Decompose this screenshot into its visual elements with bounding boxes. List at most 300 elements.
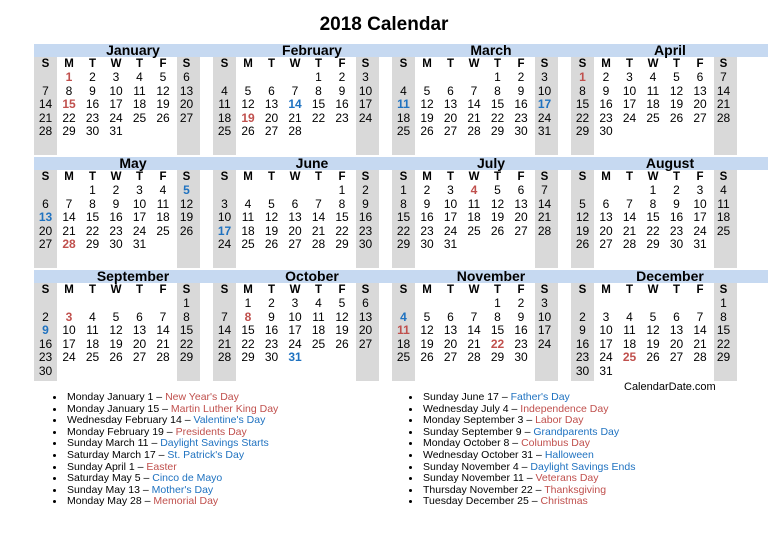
day-cell: 9 bbox=[517, 309, 525, 324]
day-cell: 22 bbox=[490, 336, 505, 351]
day-cell: 18 bbox=[241, 223, 255, 238]
bullet-icon bbox=[53, 396, 56, 399]
day-cell: 12 bbox=[335, 309, 349, 324]
day-cell: 17 bbox=[537, 97, 552, 112]
day-cell: 15 bbox=[646, 210, 660, 225]
day-cell: 6 bbox=[673, 309, 680, 324]
day-cell: 4 bbox=[315, 296, 322, 310]
bullet-icon bbox=[409, 489, 412, 492]
day-cell: 6 bbox=[291, 196, 299, 211]
day-cell: 29 bbox=[85, 237, 100, 252]
day-cell: 11 bbox=[241, 210, 255, 225]
holiday-name: Christmas bbox=[540, 495, 588, 508]
day-cell: 7 bbox=[696, 309, 704, 324]
day-cell: 4 bbox=[400, 83, 407, 98]
day-cell: 20 bbox=[693, 97, 707, 112]
weekday-header: S bbox=[540, 171, 549, 183]
holiday-name: Mother's Day bbox=[151, 483, 214, 496]
day-cell: 30 bbox=[575, 364, 590, 378]
day-cell: 10 bbox=[622, 83, 637, 98]
day-cell: 7 bbox=[291, 83, 299, 98]
day-cell: 19 bbox=[575, 223, 590, 238]
day-cell: 21 bbox=[622, 223, 637, 238]
day-cell: 30 bbox=[669, 237, 684, 252]
day-cell: 2 bbox=[673, 183, 680, 197]
day-cell: 10 bbox=[109, 83, 123, 98]
day-cell: 6 bbox=[602, 196, 610, 211]
day-cell: 7 bbox=[720, 70, 727, 84]
weekday-header: F bbox=[159, 284, 167, 296]
day-cell: 8 bbox=[338, 196, 346, 211]
day-cell: 22 bbox=[311, 110, 326, 125]
weekday-header: T bbox=[672, 284, 681, 296]
day-cell: 13 bbox=[132, 323, 147, 338]
dash-separator: – bbox=[528, 495, 541, 508]
day-cell: 6 bbox=[136, 309, 143, 324]
holiday-name: St. Patrick's Day bbox=[167, 448, 245, 461]
day-cell: 19 bbox=[646, 336, 660, 351]
weekday-header: T bbox=[135, 284, 144, 296]
day-cell: 3 bbox=[291, 296, 299, 310]
holiday-name: Columbus Day bbox=[521, 437, 590, 450]
day-cell: 23 bbox=[575, 350, 590, 365]
day-cell: 24 bbox=[693, 223, 707, 238]
weekday-header: S bbox=[540, 58, 549, 70]
weekday-header: M bbox=[422, 284, 432, 296]
day-cell: 5 bbox=[338, 296, 346, 310]
day-cell: 26 bbox=[264, 237, 279, 252]
day-cell: 4 bbox=[400, 309, 407, 324]
day-cell: 13 bbox=[669, 323, 684, 338]
day-cell: 5 bbox=[423, 309, 431, 324]
day-cell: 7 bbox=[470, 309, 478, 324]
day-cell: 11 bbox=[86, 323, 99, 338]
day-cell: 18 bbox=[217, 110, 232, 125]
weekday-header: S bbox=[578, 171, 587, 183]
day-cell: 30 bbox=[358, 237, 373, 252]
day-cell: 28 bbox=[467, 350, 481, 365]
holiday-name: Thanksgiving bbox=[544, 483, 607, 496]
day-cell: 16 bbox=[335, 97, 349, 112]
day-cell: 14 bbox=[537, 196, 552, 211]
dash-separator: – bbox=[523, 414, 536, 427]
weekday-header: S bbox=[220, 58, 229, 70]
day-cell: 10 bbox=[62, 323, 76, 338]
weekday-header: T bbox=[88, 284, 97, 296]
weekday-header: S bbox=[578, 58, 587, 70]
weekday-header: F bbox=[338, 284, 346, 296]
day-cell: 16 bbox=[85, 97, 100, 112]
day-cell: 31 bbox=[132, 237, 147, 252]
day-cell: 6 bbox=[447, 309, 454, 324]
month-name: April bbox=[654, 42, 686, 58]
day-cell: 30 bbox=[514, 350, 528, 365]
day-cell: 3 bbox=[112, 70, 120, 84]
day-cell: 21 bbox=[62, 223, 76, 238]
day-cell: 3 bbox=[602, 309, 610, 324]
weekday-header: M bbox=[243, 284, 253, 296]
day-cell: 18 bbox=[85, 336, 100, 351]
weekday-header: S bbox=[41, 171, 50, 183]
website-label: CalendarDate.com bbox=[624, 381, 716, 393]
day-cell: 5 bbox=[268, 196, 275, 211]
holiday-date: Saturday May 5 bbox=[67, 472, 141, 485]
day-cell: 19 bbox=[490, 210, 505, 225]
day-cell: 5 bbox=[244, 83, 252, 98]
day-cell: 13 bbox=[599, 210, 613, 225]
month-january bbox=[34, 44, 232, 156]
weekday-header: F bbox=[338, 58, 346, 70]
day-cell: 1 bbox=[315, 70, 322, 84]
holiday-name: Independence Day bbox=[520, 402, 609, 415]
weekday-header: W bbox=[289, 171, 301, 183]
holiday-date: Monday February 19 bbox=[67, 425, 164, 438]
day-cell: 15 bbox=[396, 210, 411, 225]
weekday-header: W bbox=[468, 284, 480, 296]
day-cell: 23 bbox=[85, 110, 100, 125]
month-name: September bbox=[96, 268, 170, 284]
day-cell: 25 bbox=[622, 350, 637, 365]
holiday-date: Monday May 28 bbox=[67, 495, 142, 508]
day-cell: 17 bbox=[62, 336, 76, 351]
day-cell: 27 bbox=[179, 110, 194, 125]
holiday-name: Labor Day bbox=[535, 414, 584, 427]
day-cell: 13 bbox=[264, 97, 279, 112]
day-cell: 9 bbox=[42, 323, 49, 338]
day-cell: 18 bbox=[467, 210, 481, 225]
weekday-header: T bbox=[625, 58, 634, 70]
day-cell: 20 bbox=[179, 97, 194, 112]
day-cell: 14 bbox=[217, 323, 232, 338]
day-cell: 18 bbox=[156, 210, 170, 225]
day-cell: 7 bbox=[541, 183, 548, 197]
day-cell: 16 bbox=[514, 97, 528, 112]
day-cell: 24 bbox=[132, 223, 147, 238]
weekday-header: W bbox=[647, 284, 659, 296]
weekday-header: S bbox=[182, 171, 191, 183]
day-cell: 10 bbox=[537, 309, 552, 324]
day-cell: 2 bbox=[602, 70, 610, 84]
day-cell: 13 bbox=[443, 323, 458, 338]
day-cell: 27 bbox=[38, 237, 53, 252]
day-cell: 24 bbox=[288, 336, 302, 351]
day-cell: 22 bbox=[85, 223, 100, 238]
day-cell: 26 bbox=[420, 350, 434, 365]
holiday-date: Sunday November 4 bbox=[423, 460, 519, 473]
bullet-icon bbox=[409, 454, 412, 457]
day-cell: 5 bbox=[649, 309, 657, 324]
day-cell: 21 bbox=[38, 110, 53, 125]
day-cell: 23 bbox=[599, 110, 613, 125]
dash-separator: – bbox=[163, 425, 176, 438]
day-cell: 11 bbox=[717, 196, 730, 211]
day-cell: 18 bbox=[622, 336, 637, 351]
day-cell: 23 bbox=[335, 110, 349, 125]
day-cell: 6 bbox=[517, 183, 525, 197]
weekday-header: T bbox=[493, 171, 502, 183]
dash-separator: – bbox=[159, 402, 171, 415]
day-cell: 11 bbox=[467, 196, 481, 211]
weekday-header: M bbox=[64, 171, 74, 183]
day-cell: 27 bbox=[443, 124, 458, 139]
day-cell: 24 bbox=[599, 350, 613, 365]
weekday-header: S bbox=[220, 284, 229, 296]
day-cell: 11 bbox=[397, 97, 410, 112]
day-cell: 21 bbox=[311, 223, 326, 238]
day-cell: 7 bbox=[626, 196, 633, 211]
day-cell: 15 bbox=[179, 323, 194, 338]
bullet-icon bbox=[53, 477, 56, 480]
weekday-header: W bbox=[289, 284, 301, 296]
day-cell: 10 bbox=[217, 210, 232, 225]
day-cell: 22 bbox=[179, 336, 194, 351]
day-cell: 8 bbox=[244, 309, 252, 324]
day-cell: 4 bbox=[221, 83, 228, 98]
day-cell: 17 bbox=[693, 210, 707, 225]
day-cell: 31 bbox=[693, 237, 707, 252]
day-cell: 26 bbox=[575, 237, 590, 252]
day-cell: 28 bbox=[217, 350, 232, 365]
weekday-header: T bbox=[446, 58, 455, 70]
month-name: December bbox=[636, 268, 704, 284]
dash-separator: – bbox=[139, 483, 152, 496]
day-cell: 4 bbox=[626, 309, 633, 324]
holiday-name: Memorial Day bbox=[153, 495, 219, 508]
holiday-name: Easter bbox=[146, 460, 177, 473]
day-cell: 21 bbox=[693, 336, 707, 351]
day-cell: 1 bbox=[244, 296, 252, 310]
weekday-header: T bbox=[267, 171, 276, 183]
holiday-name: Grandparents Day bbox=[533, 425, 620, 438]
day-cell: 15 bbox=[241, 323, 255, 338]
day-cell: 28 bbox=[38, 124, 53, 139]
day-cell: 10 bbox=[288, 309, 302, 324]
day-cell: 8 bbox=[720, 309, 727, 324]
day-cell: 25 bbox=[716, 223, 731, 238]
day-cell: 1 bbox=[579, 70, 586, 84]
month-july bbox=[392, 157, 590, 269]
weekday-header: S bbox=[182, 58, 191, 70]
holiday-name: Presidents Day bbox=[175, 425, 247, 438]
day-cell: 6 bbox=[362, 296, 369, 310]
weekday-header: F bbox=[696, 284, 704, 296]
weekday-header: S bbox=[361, 58, 370, 70]
holiday-name: Daylight Savings Starts bbox=[160, 437, 269, 450]
day-cell: 2 bbox=[517, 70, 525, 84]
bullet-icon bbox=[409, 396, 412, 399]
day-cell: 15 bbox=[85, 210, 100, 225]
day-cell: 3 bbox=[541, 70, 548, 84]
day-cell: 8 bbox=[315, 83, 322, 98]
day-cell: 2 bbox=[42, 309, 49, 324]
day-cell: 2 bbox=[579, 309, 586, 324]
bullet-icon bbox=[409, 431, 412, 434]
day-cell: 15 bbox=[575, 97, 590, 112]
day-cell: 28 bbox=[62, 237, 76, 252]
day-cell: 9 bbox=[362, 196, 369, 211]
dash-separator: – bbox=[155, 448, 168, 461]
day-cell: 4 bbox=[470, 183, 478, 197]
holiday-item bbox=[50, 496, 278, 508]
day-cell: 20 bbox=[264, 110, 279, 125]
day-cell: 18 bbox=[132, 97, 147, 112]
day-cell: 25 bbox=[85, 350, 100, 365]
day-cell: 31 bbox=[288, 350, 302, 365]
day-cell: 26 bbox=[241, 124, 255, 139]
day-cell: 30 bbox=[85, 124, 100, 139]
day-cell: 19 bbox=[669, 97, 684, 112]
holiday-date: Monday September 3 bbox=[423, 414, 524, 427]
day-cell: 31 bbox=[109, 124, 123, 139]
day-cell: 31 bbox=[537, 124, 552, 139]
month-december bbox=[571, 270, 768, 382]
weekday-header: M bbox=[422, 58, 432, 70]
day-cell: 22 bbox=[62, 110, 76, 125]
day-cell: 1 bbox=[183, 296, 190, 310]
day-cell: 31 bbox=[599, 364, 613, 378]
day-cell: 15 bbox=[62, 97, 76, 112]
bullet-icon bbox=[409, 442, 412, 445]
day-cell: 10 bbox=[599, 323, 613, 338]
weekday-header: F bbox=[517, 171, 525, 183]
holiday-date: Sunday June 17 bbox=[423, 391, 499, 403]
weekday-header: S bbox=[719, 58, 728, 70]
day-cell: 29 bbox=[490, 124, 505, 139]
day-cell: 28 bbox=[311, 237, 326, 252]
day-cell: 30 bbox=[264, 350, 279, 365]
day-cell: 1 bbox=[338, 183, 346, 197]
dash-separator: – bbox=[140, 472, 153, 485]
day-cell: 16 bbox=[38, 336, 53, 351]
month-february bbox=[213, 44, 411, 156]
day-cell: 21 bbox=[467, 110, 481, 125]
bullet-icon bbox=[53, 431, 56, 434]
day-cell: 4 bbox=[89, 309, 96, 324]
day-cell: 1 bbox=[400, 183, 407, 197]
day-cell: 5 bbox=[423, 83, 431, 98]
day-cell: 19 bbox=[420, 110, 434, 125]
day-cell: 16 bbox=[599, 97, 613, 112]
day-cell: 11 bbox=[397, 323, 410, 338]
dash-separator: – bbox=[141, 495, 154, 508]
day-cell: 29 bbox=[646, 237, 660, 252]
day-cell: 20 bbox=[443, 336, 458, 351]
day-cell: 25 bbox=[311, 336, 326, 351]
weekday-header: S bbox=[578, 284, 587, 296]
weekday-header: S bbox=[399, 58, 408, 70]
weekday-header: W bbox=[647, 58, 659, 70]
day-cell: 16 bbox=[420, 210, 434, 225]
weekday-header: T bbox=[88, 58, 97, 70]
day-cell: 11 bbox=[646, 83, 660, 98]
day-cell: 3 bbox=[447, 183, 454, 197]
day-cell: 4 bbox=[244, 196, 252, 211]
holiday-date: Saturday March 17 bbox=[67, 448, 156, 461]
dash-separator: – bbox=[181, 414, 194, 427]
day-cell: 27 bbox=[288, 237, 302, 252]
weekday-header: F bbox=[517, 58, 525, 70]
day-cell: 19 bbox=[156, 97, 170, 112]
day-cell: 28 bbox=[537, 223, 552, 238]
day-cell: 25 bbox=[646, 110, 660, 125]
day-cell: 9 bbox=[673, 196, 680, 211]
day-cell: 12 bbox=[109, 323, 123, 338]
day-cell: 14 bbox=[38, 97, 53, 112]
day-cell: 14 bbox=[156, 323, 170, 338]
day-cell: 22 bbox=[716, 336, 731, 351]
day-cell: 12 bbox=[264, 210, 279, 225]
weekday-header: T bbox=[135, 58, 144, 70]
holiday-date: Tuesday December 25 bbox=[423, 495, 529, 508]
day-cell: 17 bbox=[358, 97, 373, 112]
weekday-header: W bbox=[647, 171, 659, 183]
day-cell: 22 bbox=[396, 223, 411, 238]
day-cell: 13 bbox=[514, 196, 528, 211]
day-cell: 17 bbox=[443, 210, 458, 225]
weekday-header: W bbox=[110, 58, 122, 70]
day-cell: 19 bbox=[179, 210, 194, 225]
holiday-date: Monday January 1 bbox=[67, 391, 154, 403]
day-cell: 28 bbox=[622, 237, 637, 252]
day-cell: 29 bbox=[396, 237, 411, 252]
day-cell: 4 bbox=[159, 183, 167, 197]
day-cell: 13 bbox=[443, 97, 458, 112]
day-cell: 27 bbox=[132, 350, 147, 365]
day-cell: 1 bbox=[720, 296, 727, 310]
day-cell: 17 bbox=[622, 97, 637, 112]
day-cell: 9 bbox=[89, 83, 96, 98]
day-cell: 7 bbox=[470, 83, 478, 98]
day-cell: 25 bbox=[241, 237, 255, 252]
day-cell: 5 bbox=[159, 70, 167, 84]
day-cell: 12 bbox=[669, 83, 684, 98]
holiday-name: Valentine's Day bbox=[193, 414, 266, 427]
holiday-date: Wednesday February 14 bbox=[67, 414, 182, 427]
day-cell: 3 bbox=[136, 183, 143, 197]
weekday-header: M bbox=[422, 171, 432, 183]
month-april bbox=[571, 44, 768, 156]
weekday-header: T bbox=[267, 284, 276, 296]
day-cell: 30 bbox=[599, 124, 613, 139]
day-cell: 2 bbox=[89, 70, 96, 84]
day-cell: 5 bbox=[494, 183, 501, 197]
day-cell: 13 bbox=[288, 210, 302, 225]
day-cell: 3 bbox=[696, 183, 704, 197]
dash-separator: – bbox=[498, 391, 511, 403]
day-cell: 27 bbox=[514, 223, 528, 238]
day-cell: 21 bbox=[288, 110, 302, 125]
day-cell: 22 bbox=[490, 110, 505, 125]
day-cell: 24 bbox=[537, 336, 552, 351]
day-cell: 12 bbox=[420, 97, 434, 112]
holiday-date: Monday October 8 bbox=[423, 437, 510, 450]
holiday-date: Thursday November 22 bbox=[423, 483, 533, 496]
weekday-header: M bbox=[64, 284, 74, 296]
day-cell: 23 bbox=[264, 336, 279, 351]
weekday-header: M bbox=[64, 58, 74, 70]
day-cell: 24 bbox=[358, 110, 373, 125]
month-name: May bbox=[119, 155, 147, 171]
holiday-name: New Year's Day bbox=[165, 391, 239, 403]
weekday-header: T bbox=[446, 171, 455, 183]
month-november bbox=[392, 270, 590, 382]
day-cell: 24 bbox=[622, 110, 637, 125]
dash-separator: – bbox=[523, 472, 536, 485]
day-cell: 20 bbox=[599, 223, 613, 238]
weekday-header: S bbox=[361, 284, 370, 296]
day-cell: 25 bbox=[396, 124, 411, 139]
page-title: 2018 Calendar bbox=[319, 14, 449, 35]
